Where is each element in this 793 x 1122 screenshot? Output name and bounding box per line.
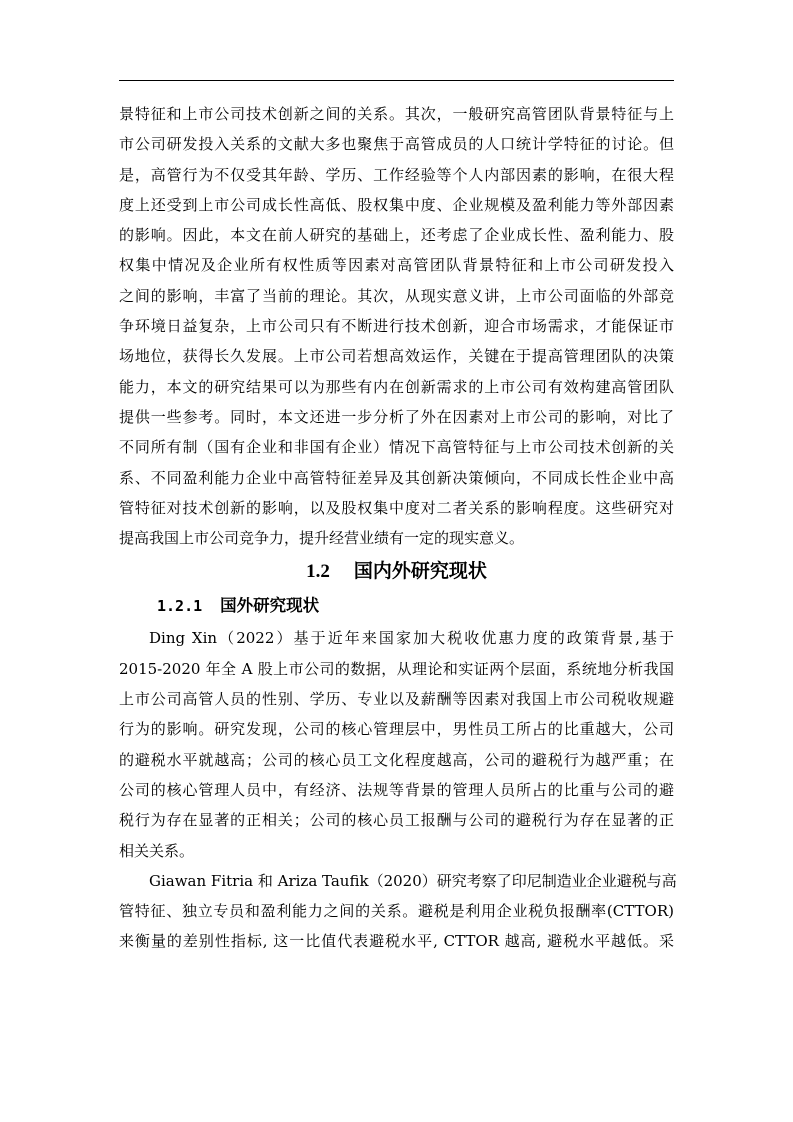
text-line: 来衡量的差别性指标, 这一比值代表避税水平, CTTOR 越高, 避税水平越低。采 (119, 932, 674, 951)
subsection-number: 1.2.1 (157, 597, 203, 616)
text-line: 景特征和上市公司技术创新之间的关系。其次，一般研究高管团队背景特征与上 (119, 105, 674, 123)
text-line: 争环境日益复杂，上市公司只有不断进行技术创新，迎合市场需求，才能保证市 (119, 317, 674, 336)
text-line: 场地位，获得长久发展。上市公司若想高效运作，关键在于提高管理团队的决策 (119, 347, 674, 366)
text-line: 提高我国上市公司竞争力，提升经营业绩有一定的现实意义。 (119, 529, 525, 548)
text-line: 不同所有制（国有企业和非国有企业）情况下高管特征与上市公司技术创新的关 (119, 438, 674, 457)
section-number: 1.2 (306, 561, 330, 583)
subsection-title: 国外研究现状 (220, 596, 320, 616)
text-line: 提供一些参考。同时，本文还进一步分析了外在因素对上市公司的影响，对比了 (119, 407, 674, 426)
text-line: 税行为存在显著的正相关；公司的核心员工报酬与公司的避税行为存在显著的正 (119, 811, 674, 830)
text-line: 相关关系。 (119, 841, 195, 860)
text-line: 是，高管行为不仅受其年龄、学历、工作经验等个人内部因素的影响，在很大程 (119, 165, 674, 184)
text-line: 度上还受到上市公司成长性高低、股权集中度、企业规模及盈利能力等外部因素 (119, 195, 674, 214)
text-line: 能力，本文的研究结果可以为那些有内在创新需求的上市公司有效构建高管团队 (119, 377, 674, 396)
text-line: Ding Xin（2022）基于近年来国家加大税收优惠力度的政策背景,基于 (149, 629, 674, 648)
text-line: 的避税水平就越高；公司的核心员工文化程度越高，公司的避税行为越严重；在 (119, 750, 674, 769)
header-rule (119, 80, 674, 81)
section-title: 国内外研究现状 (353, 560, 487, 583)
text-line: 上市公司高管人员的性别、学历、专业以及薪酬等因素对我国上市公司税收规避 (119, 690, 674, 709)
subsection-heading (119, 589, 674, 623)
text-line: 行为的影响。研究发现，公司的核心管理层中，男性员工所占的比重越大，公司 (119, 720, 674, 739)
text-line: Giawan Fitria 和 Ariza Taufik（2020）研究考察了印尼制造业企业避税与高 (149, 871, 677, 890)
text-line: 管特征对技术创新的影响，以及股权集中度对二者关系的影响程度。这些研究对 (119, 498, 674, 517)
paragraph-giawan-fitria (119, 866, 677, 957)
text-line: 权集中情况及企业所有权性质等因素对高管团队背景特征和上市公司研发投入 (119, 256, 674, 275)
text-line: 之间的影响，丰富了当前的理论。其次，从现实意义讲，上市公司面临的外部竞 (119, 286, 674, 305)
text-line: 系、不同盈利能力企业中高管特征差异及其创新决策倾向，不同成长性企业中高 (119, 468, 674, 487)
text-line: 公司的核心管理人员中，有经济、法规等背景的管理人员所占的比重与公司的避 (119, 780, 674, 799)
text-line: 2015-2020 年全 A 股上市公司的数据，从理论和实证两个层面，系统地分析我国 (119, 659, 674, 678)
document-body (119, 99, 677, 957)
text-line: 管特征、独立专员和盈利能力之间的关系。避税是利用企业税负报酬率(CTTOR) (119, 902, 674, 921)
paragraph-ding-xin (119, 623, 674, 865)
text-line: 市公司研发投入关系的文献大多也聚焦于高管成员的人口统计学特征的讨论。但 (119, 135, 674, 154)
paragraph-intro (119, 99, 674, 553)
text-line: 的影响。因此，本文在前人研究的基础上，还考虑了企业成长性、盈利能力、股 (119, 226, 674, 245)
section-heading (119, 553, 674, 589)
